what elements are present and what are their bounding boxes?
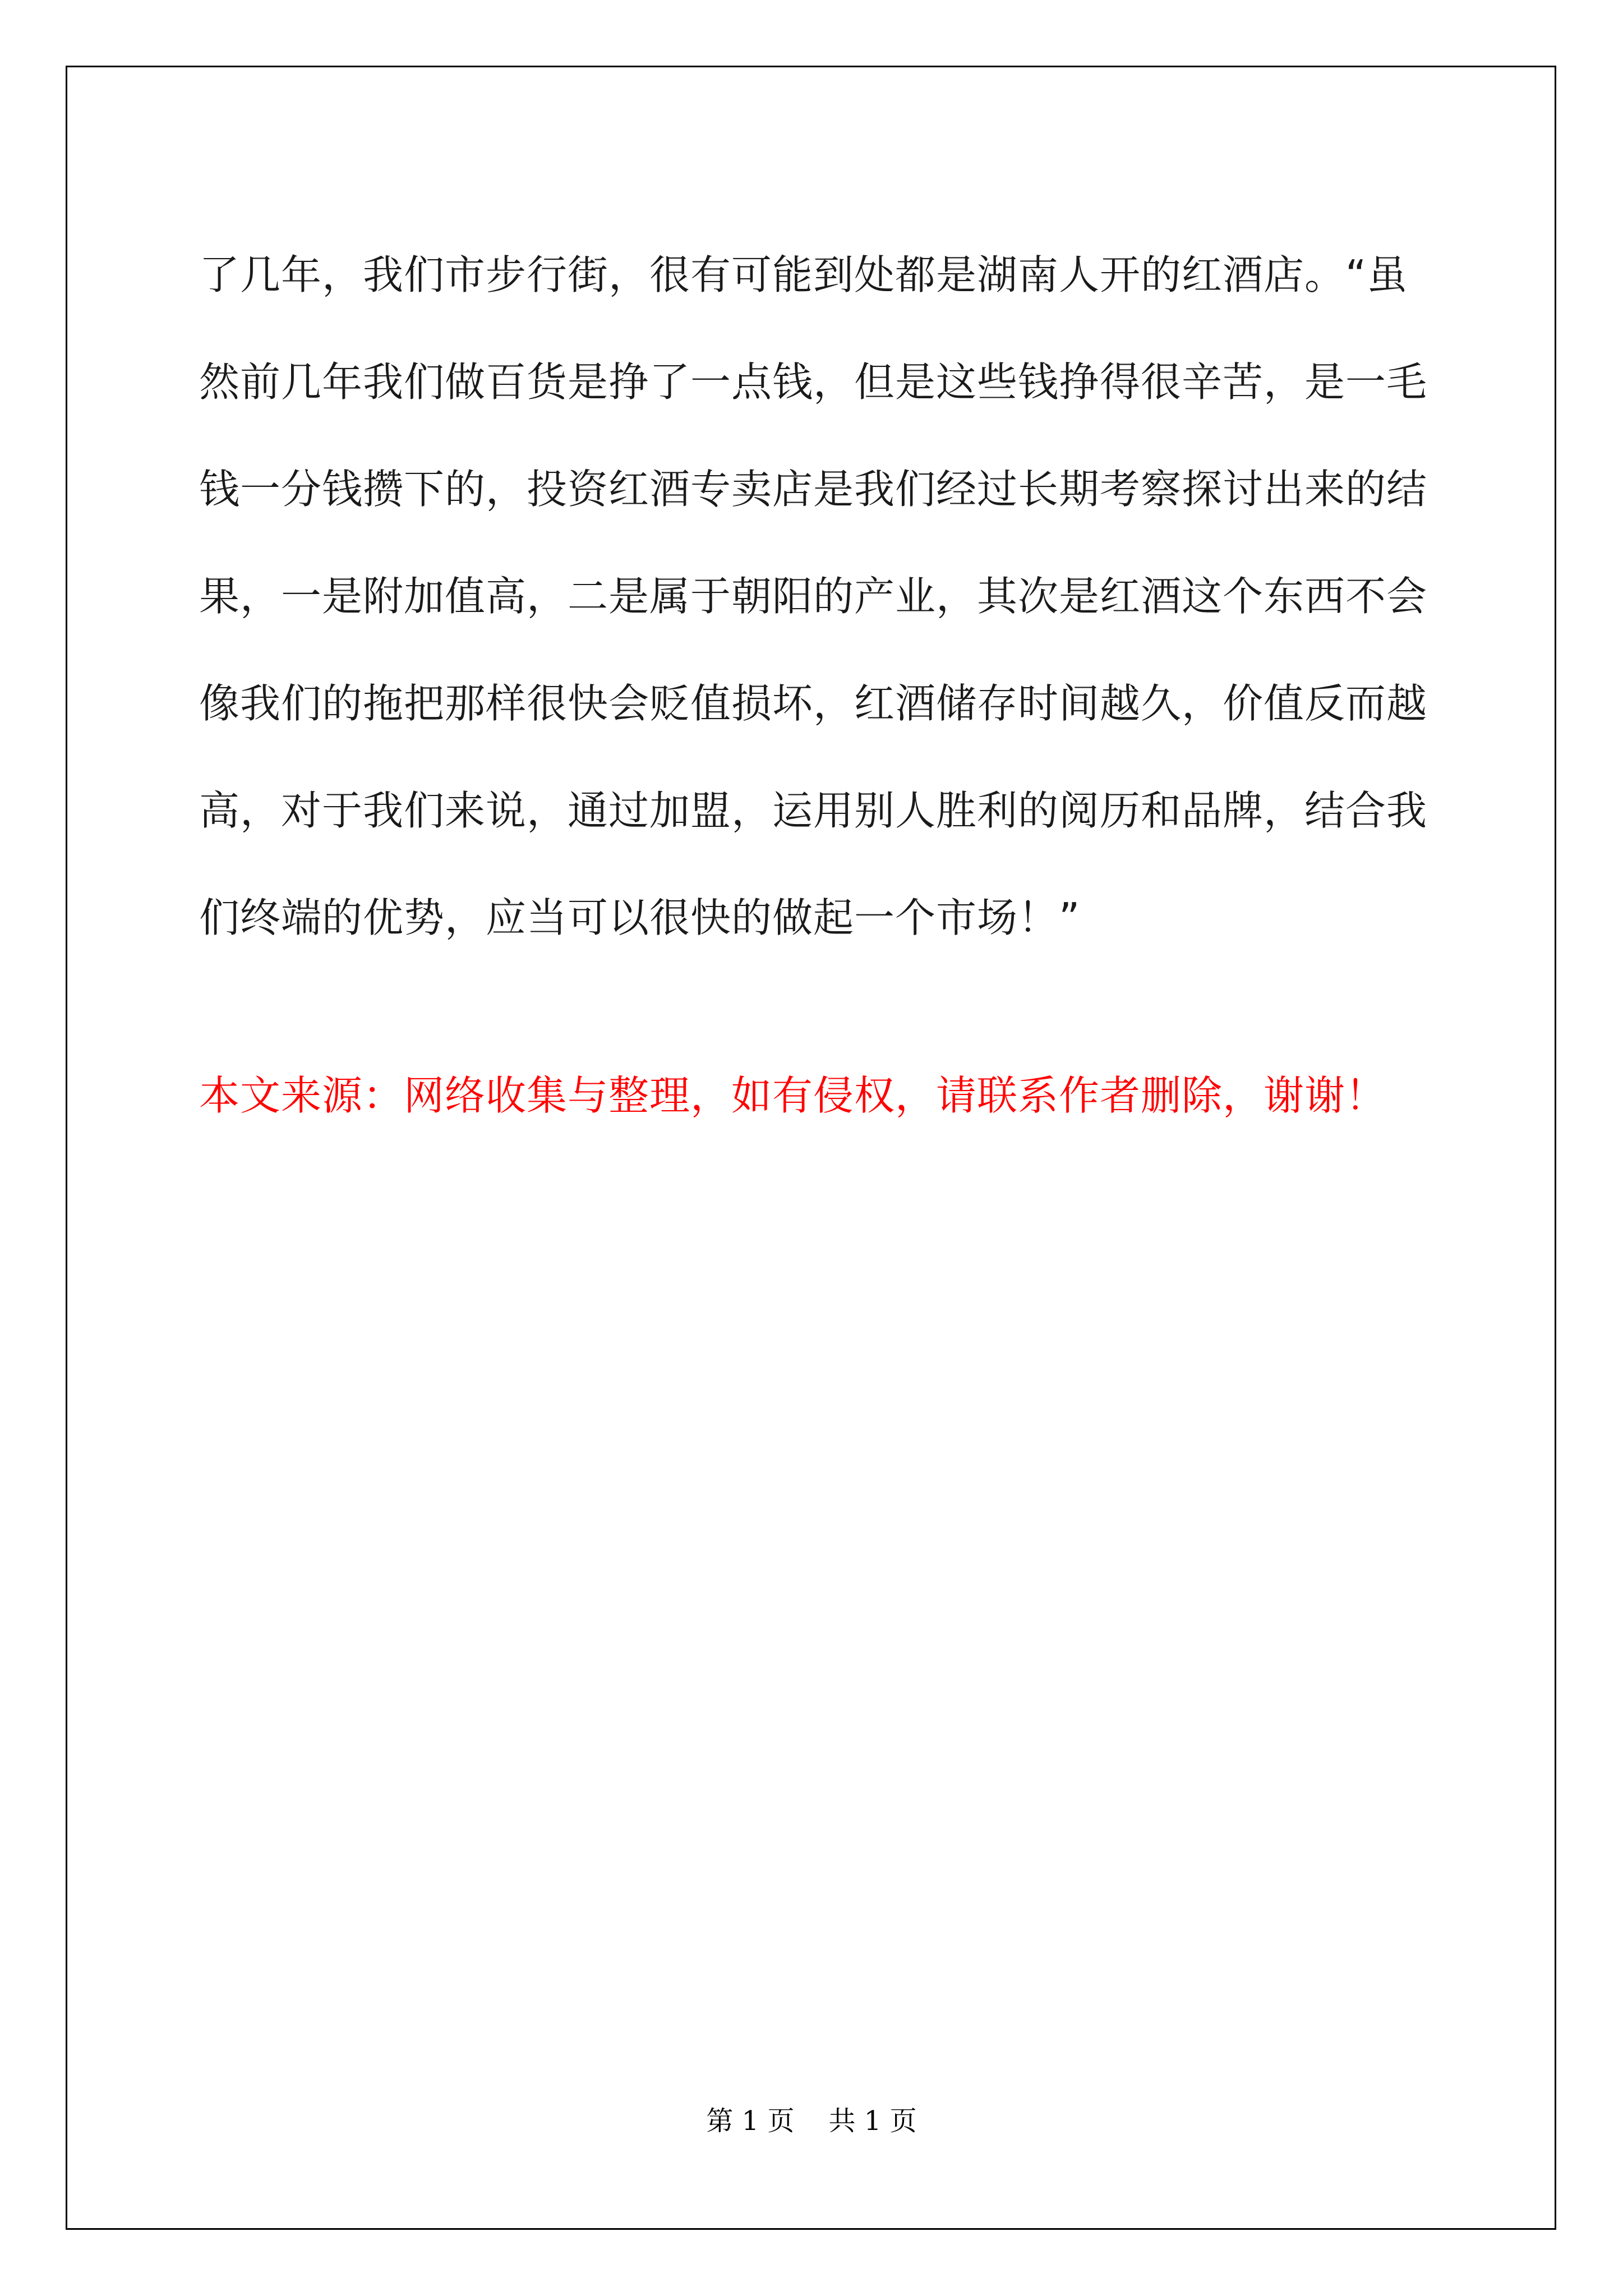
paragraph-line: 了几年，我们市步行街，很有可能到处都是湖南人开的红酒店。“虽	[199, 251, 1408, 298]
paragraph-line: 然前几年我们做百货是挣了一点钱，但是这些钱挣得很辛苦，是一毛	[199, 358, 1428, 406]
body-paragraph	[199, 222, 1433, 972]
paragraph-line: 果，一是附加值高，二是属于朝阳的产业，其次是红酒这个东西不会	[199, 573, 1428, 620]
source-disclaimer: 本文来源：网络收集与整理，如有侵权，请联系作者删除，谢谢！	[199, 1072, 1387, 1119]
paragraph-line: 高，对于我们来说，通过加盟，运用别人胜利的阅历和品牌，结合我	[199, 787, 1428, 834]
paragraph-line: 像我们的拖把那样很快会贬值损坏，红酒储存时间越久，价值反而越	[199, 680, 1428, 727]
paragraph-line: 们终端的优势，应当可以很快的做起一个市场！”	[199, 894, 1081, 941]
paragraph-line: 钱一分钱攒下的，投资红酒专卖店是我们经过长期考察探讨出来的结	[199, 466, 1428, 513]
page-number-footer: 第 1 页 共 1 页	[706, 2105, 917, 2137]
